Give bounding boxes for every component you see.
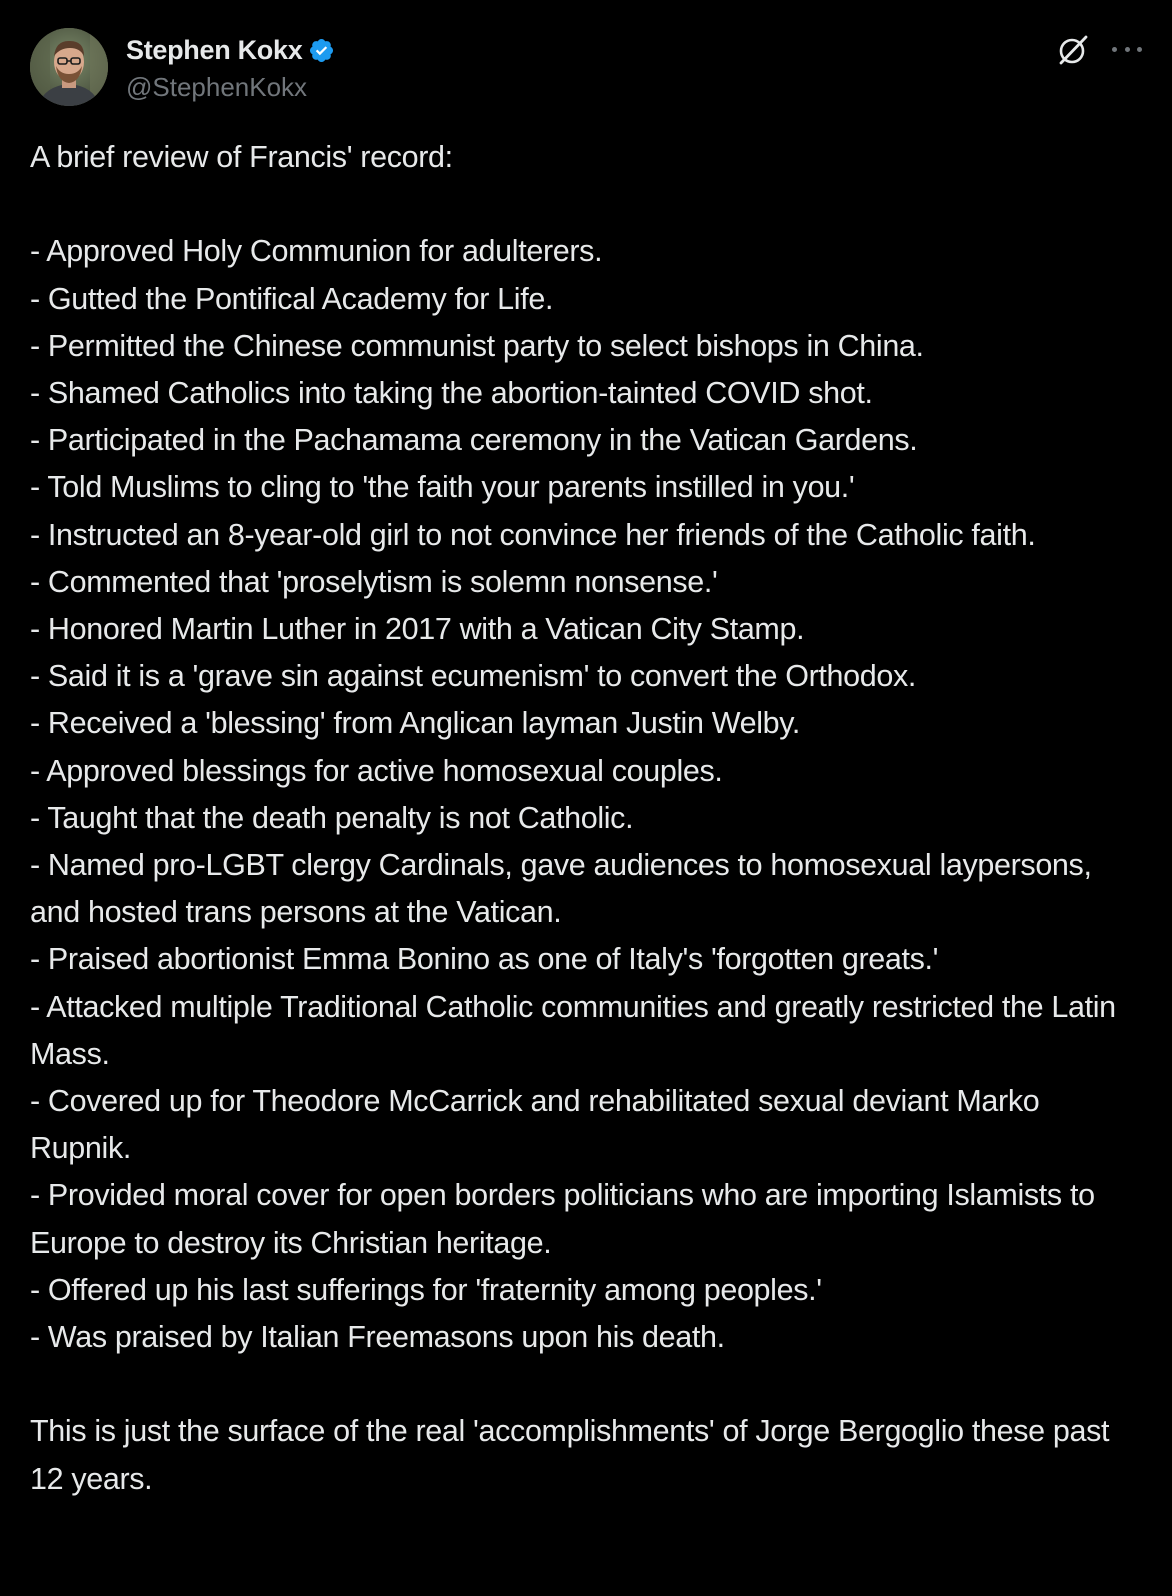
list-item: - Gutted the Pontifical Academy for Life. [30, 281, 554, 316]
list-item: - Commented that 'proselytism is solemn nonsense.' [30, 564, 718, 599]
list-item: - Received a 'blessing' from Anglican layman Justin Welby. [30, 706, 801, 741]
list-item: - Shamed Catholics into taking the abortion-tainted COVID shot. [30, 376, 873, 410]
list-item: - Attacked multiple Traditional Catholic communities and greatly restricted the Latin Mass. [30, 989, 1116, 1071]
list-item: - Provided moral cover for open borders politicians who are importing Islamists to Europe to destroy its Christian heritage. [30, 1178, 1095, 1260]
list-item: - Approved Holy Communion for adulterers. [30, 234, 603, 269]
list-item: - Permitted the Chinese communist party to select bishops in China. [30, 328, 924, 363]
list-item: - Praised abortionist Emma Bonino as one of Italy's 'forgotten greats.' [30, 942, 939, 977]
list-item: - Told Muslims to cling to 'the faith your parents instilled in you.' [30, 470, 855, 505]
tweet-closing: This is just the surface of the real 'accomplishments' of Jorge Bergoglio these past 12 years. [30, 1414, 1110, 1496]
tweet-header [30, 28, 1142, 108]
avatar-photo [30, 28, 108, 106]
user-handle[interactable]: @StephenKokx [126, 72, 308, 102]
list-item: - Covered up for Theodore McCarrick and rehabilitated sexual deviant Marko Rupnik. [30, 1084, 1040, 1166]
paragraph-gap [30, 1361, 1142, 1408]
list-item: - Approved blessings for active homosexual couples. [30, 753, 723, 788]
tweet-intro: A brief review of Francis' record: [30, 140, 453, 174]
tweet-text [30, 134, 1142, 1503]
list-item: - Instructed an 8-year-old girl to not convince her friends of the Catholic faith. [30, 517, 1036, 552]
list-item: - Honored Martin Luther in 2017 with a Vatican City Stamp. [30, 612, 805, 647]
grok-icon[interactable] [1056, 33, 1090, 67]
paragraph-gap [30, 181, 1142, 228]
list-item: - Said it is a 'grave sin against ecumenism' to convert the Orthodox. [30, 659, 916, 694]
more-options-icon[interactable] [1112, 44, 1142, 54]
display-name[interactable]: Stephen Kokx [126, 34, 303, 65]
list-item: - Named pro-LGBT clergy Cardinals, gave audiences to homosexual laypersons, and hosted trans persons at the Vatican. [30, 848, 1092, 930]
list-item: - Offered up his last sufferings for 'fraternity among peoples.' [30, 1272, 822, 1307]
list-item: - Taught that the death penalty is not Catholic. [30, 800, 634, 835]
avatar[interactable] [30, 28, 108, 106]
list-item: - Was praised by Italian Freemasons upon his death. [30, 1320, 725, 1355]
list-item: - Participated in the Pachamama ceremony in the Vatican Gardens. [30, 423, 918, 458]
verified-badge-icon [308, 37, 335, 64]
name-row [126, 32, 335, 68]
